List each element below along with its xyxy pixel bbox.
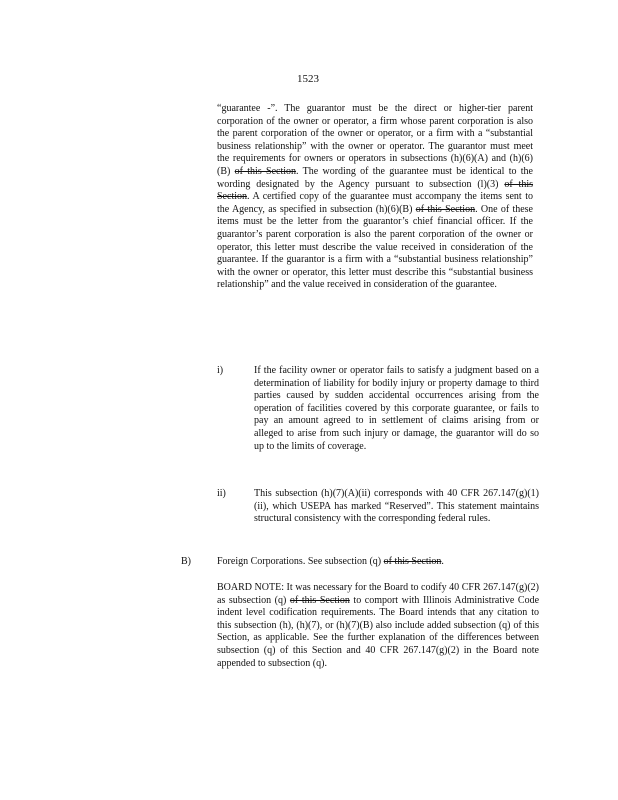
struck-text: of this Section — [234, 165, 297, 177]
struck-text: of this Section — [415, 203, 476, 215]
struck-text: of this Section — [289, 594, 350, 606]
item-ii-label: ii) — [217, 488, 226, 499]
item-i-label: i) — [217, 365, 224, 376]
item-b-label: B) — [181, 556, 191, 567]
board-note-part-a: BOARD NOTE: It was necessary for the Board to codify 40 CFR 267.147(g)(2) as subsection (q) — [217, 582, 539, 606]
struck-text: of this Section — [217, 178, 534, 203]
para1-part-b: . The wording of the guarantee must be identical to the wording designated by the Agency pursuant to subsection (l)(3) — [217, 165, 533, 190]
para1-part-c: . A certified copy of the guarantee must accompany the items sent to the Agency, as specified in subsection (h)(6)(B) — [217, 191, 533, 215]
struck-text: of this Section — [383, 556, 442, 567]
item-b-text — [217, 556, 537, 569]
item-b-part-a: Foreign Corporations. See subsection (q) — [217, 556, 384, 567]
item-i-text: If the facility owner or operator fails to satisfy a judgment based on a determination of liability for bodily injury or property damage to third parties caused by sudden accidental occurrences arising from the operation of facilities covered by this corporate guarantee, or fails to pay an amount agreed to in settlement of claims arising from or alleged to arise from such injury or damage, the guarantor will do so up to the limits of coverage. — [254, 365, 539, 452]
board-note-part-b: to comport with Illinois Administrative Code indent level codification requirements. The Board intends that any citation to this subsection (h), (h)(7), or (h)(7)(B) also include added subsection (q) of this Section, as applicable. See the further explanation of the differences between subsection (q) of this Section and 40 CFR 267.147(g)(2) in the Board note appended to subsection (q). — [217, 594, 540, 669]
guarantee-paragraph — [217, 103, 533, 292]
page-number: 1523 — [297, 73, 319, 85]
para1-part-d: . One of these items must be the letter from the guarantor’s chief financial officer. If the guarantor’s parent corporation is also the parent corporation of the owner or operator, this letter must describe the value received in consideration of the guarantee. If the guarantor is a firm with a “substantial business relationship” with the owner or operator, this letter must describe this “substantial business relationship” and the value received in consideration of the guarantee. — [217, 203, 533, 291]
para1-part-a: “guarantee -”. The guarantor must be the direct or higher-tier parent corporation of the owner or operator, a firm whose parent corporation is also the parent corporation of the owner or operator, or a firm with a “substantial business relationship” with the owner or operator. The guarantor must meet the requirements for owners or operators in subsections (h)(6)(A) and (h)(6)(B) — [217, 103, 533, 177]
board-note — [217, 582, 539, 670]
item-ii-text: This subsection (h)(7)(A)(ii) corresponds with 40 CFR 267.147(g)(1)(ii), which USEPA has marked “Reserved”. This statement maintains structural consistency with the corresponding federal rules. — [254, 488, 539, 525]
item-b-part-b: . — [441, 556, 444, 567]
